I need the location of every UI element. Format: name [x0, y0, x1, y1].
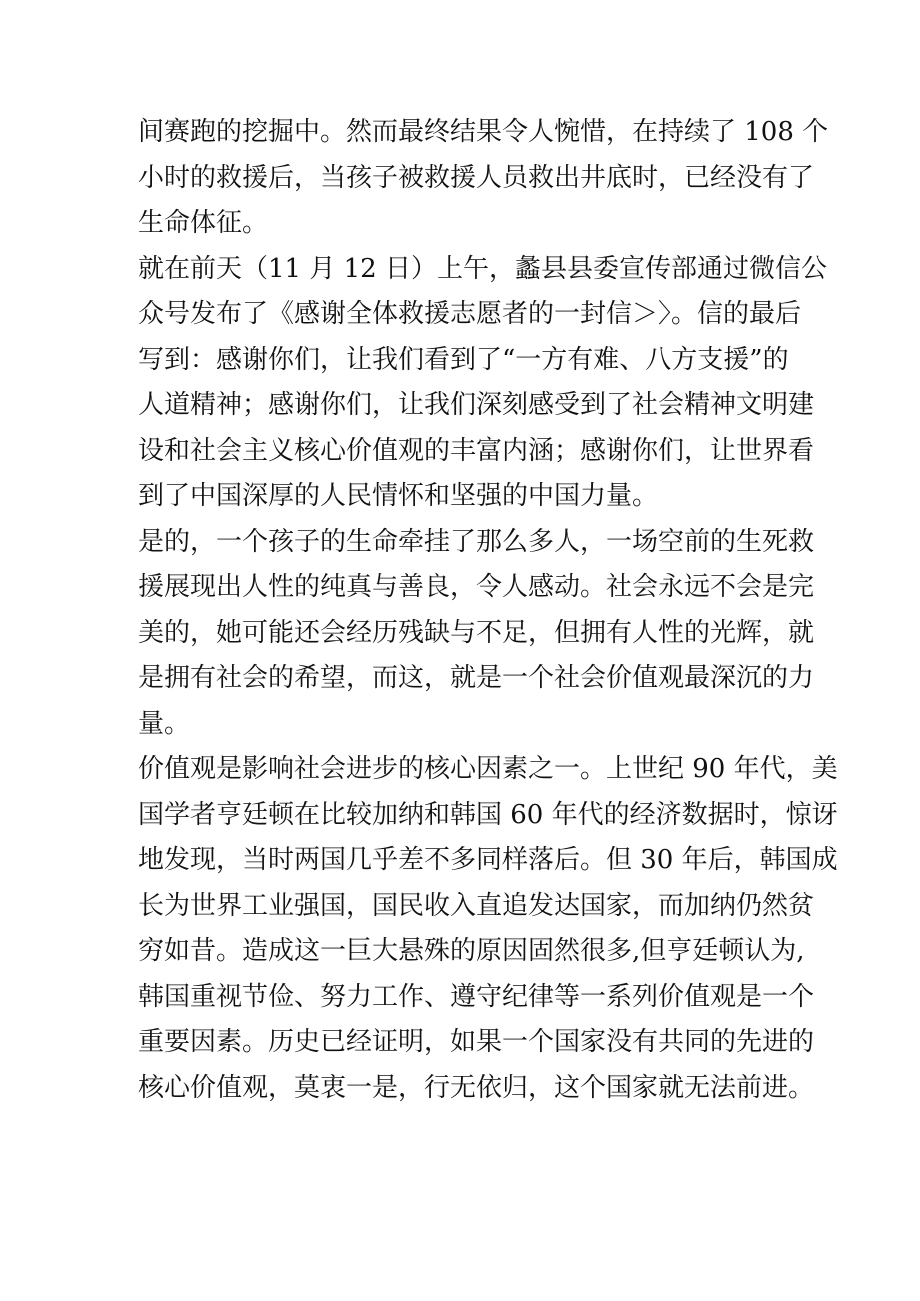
text-line: 众号发布了《感谢全体救援志愿者的一封信＞〉。信的最后 — [138, 299, 802, 329]
text-line: 人道精神；感谢你们，让我们深刻感受到了社会精神文明建 — [138, 390, 815, 420]
text-line: 援展现出人性的纯真与善良，令人感动。社会永远不会是完 — [138, 572, 815, 602]
paragraph-3 — [138, 520, 815, 748]
text-line: 量。 — [138, 708, 191, 739]
paragraph-1 — [138, 110, 829, 247]
paragraph-2 — [138, 247, 827, 520]
text-line: 韩国重视节俭、努力工作、遵守纪律等一系列价值观是一个 — [138, 981, 815, 1012]
text-line: 国学者亨廷顿在比较加纳和韩国 60 年代的经济数据时，惊讶 — [138, 799, 838, 830]
text-line: 价值观是影响社会进步的核心因素之一。上世纪 90 年代，美 — [138, 754, 838, 784]
text-line: 到了中国深厚的人民情怀和坚强的中国力量。 — [138, 481, 659, 511]
text-line: 长为世界工业强国，国民收入直追发达国家，而加纳仍然贫 — [138, 890, 815, 921]
text-line: 是的，一个孩子的生命牵挂了那么多人，一场空前的生死救 — [138, 526, 815, 557]
text-line: 间赛跑的挖掘中。然而最终结果令人惋惜，在持续了 108 个 — [138, 117, 829, 147]
text-line: 生命体征。 — [138, 208, 269, 238]
paragraph-4 — [138, 747, 838, 1111]
text-line: 地发现，当时两国几乎差不多同样落后。但 30 年后，韩国成 — [138, 845, 838, 875]
text-line: 是拥有社会的希望，而这，就是一个社会价值观最深沉的力 — [138, 663, 815, 693]
body-text — [138, 110, 838, 1111]
text-line: 穷如昔。造成这一巨大悬殊的原因固然很多,但亨廷顿认为, — [138, 936, 805, 966]
text-line: 就在前天（11 月 12 日）上午，蠡县县委宣传部通过微信公 — [138, 253, 827, 284]
text-line: 小时的救援后，当孩子被救援人员救出井底时，已经没有了 — [138, 162, 815, 193]
text-line: 写到：感谢你们，让我们看到了“一方有难、八方支援”的 — [138, 344, 789, 375]
text-line: 核心价值观，莫衷一是，行无依归，这个国家就无法前进。 — [138, 1072, 815, 1103]
text-line: 设和社会主义核心价值观的丰富内涵；感谢你们，让世界看 — [138, 435, 815, 466]
text-line: 重要因素。历史已经证明，如果一个国家没有共同的先进的 — [138, 1027, 815, 1057]
text-line: 美的，她可能还会经历残缺与不足，但拥有人性的光辉，就 — [138, 617, 815, 648]
